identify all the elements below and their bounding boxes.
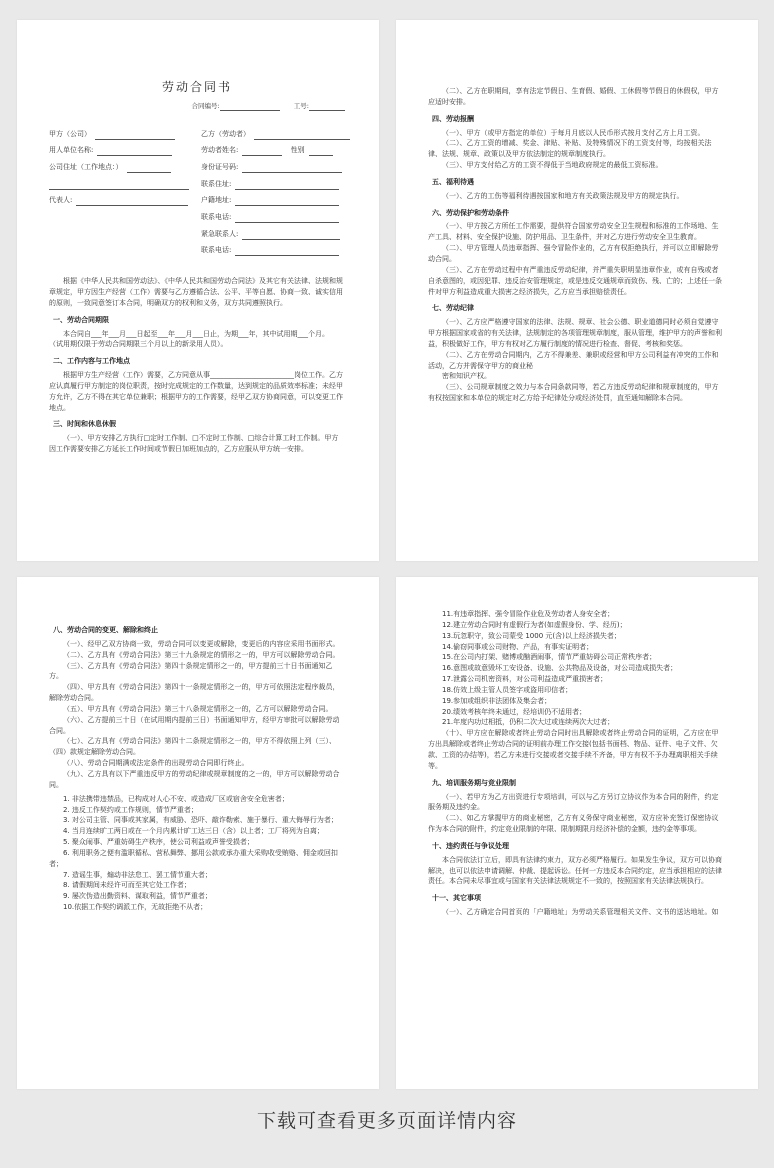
paragraph: （试用期仅限于劳动合同期限三个月以上的新录用人员）。 (49, 340, 228, 349)
paragraph: （二）、如乙方掌握甲方的商业秘密，乙方有义务保守商业秘密，双方应补充签订保密协议作为本合同的附件，约定竞业限制的年限、限制期限月经济补偿的金额，违约金等事项。 (428, 814, 719, 834)
list-item: 12.建立劳动合同时有虚假行为者(如虚假身份、学、经历)； (442, 620, 627, 629)
paragraph: 根据甲方生产经营（工作）需要，乙方同意从事________________________岗位工作。乙方应认真履行甲方制定的岗位职责，按时完成规定的工作数量，达到规定的品质效率标准；未经甲方允许，乙方不得在其它单位兼职；根据甲方的工作需要，经甲乙双方协商同意，可以变更工作地点。 (49, 371, 343, 412)
field-row: 代表人: (49, 195, 189, 212)
paragraph: （一）、乙方应严格遵守国家的法律、法规、规章、社会公德、职业道德同时必须自觉遵守甲方根据国家或省的有关法律，法规制定的各项管理规章制度，服从管理，维护甲方的声誉和利益，积极做好工作，甲方有权对乙方履行制度的情况进行检查、督促、考核和奖惩。 (428, 318, 722, 348)
list-item: 20.绩效考核年终未通过，经培训仍不适用者； (442, 707, 587, 716)
list-item: 1. 非法携带违禁品，已构成对人心不安、或造成厂区或宿舍安全危害者； (63, 794, 289, 803)
clause-item: （二）、乙方具有《劳动合同法》第三十九条规定的情形之一的，甲方可以解除劳动合同。 (63, 650, 340, 659)
section-heading: 三、时间和休息休假 (53, 420, 116, 429)
clause-item: （五）、甲方具有《劳动合同法》第三十八条规定情形之一的，乙方可以解除劳动合同。 (63, 704, 333, 713)
paragraph: （一）、乙方的工伤等福利待遇按国家和地方有关政策法规及甲方的规定执行。 (442, 191, 684, 200)
list-item: 6. 利用职务之便有滥职循私、营私舞弊、挪用公款或承办重大采购收受贿赂、佣金或回扣者； (49, 848, 338, 868)
field-row: 联系电话: (201, 245, 350, 262)
field-row: 联系电话: (201, 212, 350, 229)
list-item: 14.偷窃同事或公司财物、产品，有事实证明者； (442, 642, 594, 651)
list-item: 9. 屡次伪造出勤资料、谋取利益，情节严重者； (63, 892, 212, 901)
download-more-caption[interactable]: 下载可查看更多页面详情内容 (256, 1110, 517, 1132)
clause-item: （六）、乙方提前三十日（在试用期内提前三日）书面通知甲方，经甲方审批可以解除劳动合同。 (49, 715, 340, 735)
list-item: 2. 违反工作契约或工作规则，情节严重者； (63, 805, 198, 814)
document-page-4 (396, 577, 758, 1089)
paragraph: （二）、甲方管理人员违章指挥、强令冒险作业的，乙方有权拒绝执行，并可以立即解除劳动合同。 (428, 244, 719, 263)
list-item: 8. 请假期间未经许可而至其它处工作者； (63, 881, 191, 890)
field-row: 用人单位名称: (49, 145, 189, 162)
party-fields (49, 129, 345, 263)
clause-item: （三）、乙方具有《劳动合同法》第四十条规定情形之一的，甲方提前三十日书面通知乙方。 (49, 661, 333, 681)
contract-number-line (49, 101, 345, 111)
field-row: 劳动者姓名: 性别 (201, 145, 350, 162)
section-heading: 六、劳动保护和劳动条件 (432, 208, 509, 217)
list-item: 5. 聚众闹事、严重妨碍生产秩序，使公司利益或声誉受损者； (63, 838, 254, 847)
paragraph: （三）、甲方支付给乙方的工资不得低于当地政府规定的最低工资标准。 (442, 161, 663, 170)
section-heading: 五、福利待遇 (432, 177, 474, 186)
paragraph: （一）、乙方确定合同首页的「户籍地址」为劳动关系管理相关文件、文书的送达地址。如 (442, 908, 719, 917)
party-b-fields (201, 129, 350, 263)
paragraph: （三）、公司规章制度之效力与本合同条款同等，若乙方违反劳动纪律和规章制度的，甲方有权按国家和本单位的规定对乙方给予纪律处分或经济处罚，直至通知解除本合同。 (428, 383, 719, 403)
field-row: 联系住址: (201, 179, 350, 196)
clause-item: （八）、劳动合同期满或法定条件的出现劳动合同即行终止。 (63, 759, 249, 768)
list-item: 15.在公司内打架、赌博或酗酒闹事，情节严重妨碍公司正常秩序者； (442, 653, 657, 662)
contract-no-label: 合同编号: (191, 101, 220, 110)
paragraph: （二）、乙方在劳动合同期内，乙方不得兼差、兼职或经营和甲方公司利益有冲突的工作和活动，乙方并需保守甲方的商业秘 (428, 350, 719, 370)
list-item: 16.意图或故意毁坏工安设备、设施、公共物品及设备，对公司造成损失者； (442, 664, 678, 673)
job-no-label: 工号: (293, 101, 309, 110)
paragraph: （三）、乙方在劳动过程中有严重违反劳动纪律，并严重失职明显违章作业，或有自残或者自杀意图的，或因犯罪、违反治安管理规定，或是违反交通规章而致伤、残、亡的；上述任一条件对甲方利益造成重大损害之经济损失，乙方应当承担赔偿责任。 (428, 265, 722, 296)
clause-item: （一）、经甲乙双方协商一致，劳动合同可以变更或解除，变更后的内容应采用书面形式。 (63, 639, 340, 648)
list-item: 19.参加或组织非法团体及集会者； (442, 696, 552, 705)
paragraph: 密和知识产权。 (442, 372, 491, 381)
section-heading: 四、劳动报酬 (432, 114, 474, 123)
section-heading: 九、培训服务期与竞业限制 (432, 778, 516, 787)
job-no-blank (309, 103, 345, 111)
list-item: 7. 造谣生事，煽动非法怠工、罢工情节重大者； (63, 870, 212, 879)
field-row: 身份证号码: (201, 162, 350, 179)
section-heading: 七、劳动纪律 (432, 304, 474, 313)
section-heading: 十、违约责任与争议处理 (432, 841, 509, 850)
field-row: 户籍地址: (201, 195, 350, 212)
paragraph: （一）、若甲方为乙方出资进行专项培训，可以与乙方另订立协议作为本合同的附件，约定服务期及违约金。 (428, 792, 719, 812)
clause-item: （四）、甲方具有《劳动合同法》第四十一条规定情形之一的，甲方可依照法定程序裁员，解除劳动合同。 (49, 683, 340, 703)
list-item: 3. 对公司主管、同事或其家属，有威胁、恐吓、敲诈勒索、施于暴行、重大侮辱行为者； (63, 816, 338, 825)
contract-no-blank (220, 103, 280, 111)
paragraph: 本合同自___年___月___日起至___年___月___日止，为期___年，其中试用期___个月。 (63, 329, 329, 338)
paragraph: 本合同依法订立后，即具有法律约束力，双方必须严格履行。如果发生争议，双方可以协商解决，也可以依法申请调解、仲裁、提起诉讼。任何一方违反本合同约定，应当承担相应的法律责任。本合同未尽事宜或与国家有关法律法规规定不一致的，按照国家有关法律法规执行。 (428, 855, 722, 886)
section-heading: 一、劳动合同期限 (53, 315, 109, 324)
document-page-2 (396, 20, 758, 561)
clause-item: （九）、乙方具有以下严重违反甲方的劳动纪律或规章制度的之一的，甲方可以解除劳动合同。 (49, 769, 340, 789)
list-item: 18.仿效上级主管人员签字或盗用印信者； (442, 685, 573, 694)
paragraph: （一）、甲方（或甲方指定的单位）于每月月底以人民币形式按月支付乙方上月工资。 (442, 128, 705, 137)
field-row: 紧急联系人: (201, 229, 350, 246)
field-row: 公司住址（工作地点：） (49, 162, 189, 179)
list-item: 10.依据工作契约调派工作，无故拒绝不从者； (63, 903, 208, 912)
paragraph: （二）、乙方工资的增减、奖金、津贴、补贴、及特殊情况下的工资支付等，均按相关法律、法规、规章、政策以及甲方依法制定的规章制度执行。 (428, 139, 712, 159)
field-row (49, 179, 189, 196)
document-page-1 (17, 20, 379, 561)
list-item: 4. 当月连续旷工两日或在一个月内累计旷工达三日（含）以上者；工厂将列为自离； (63, 827, 324, 836)
section-heading: 二、工作内容与工作地点 (53, 357, 130, 366)
paragraph: （二）、乙方在职期间，享有法定节假日、生育假、婚假、工休假等节假日的休假权，甲方应适时安排。 (428, 87, 719, 106)
section-heading: 八、劳动合同的变更、解除和终止 (53, 626, 158, 634)
document-page-3 (17, 577, 379, 1089)
list-item: 11.有违章指挥、强令冒险作业危及劳动者人身安全者； (442, 610, 615, 618)
party-a-fields (49, 129, 189, 263)
section-heading: 十一、其它事项 (432, 894, 481, 903)
paragraph: （一）、甲方按乙方所任工作需要，提供符合国家劳动安全卫生规程和标准的工作场地、生产工具、材料、安全保护设施、防护用品、卫生条件，并对乙方进行劳动安全卫生教育。 (428, 222, 719, 242)
field-row: 甲方（公司） (49, 129, 189, 146)
intro-paragraph: 根据《中华人民共和国劳动法》、《中华人民共和国劳动合同法》及其它有关法律、法规和规章规定，甲方因生产经营（工作）需要与乙方遵循合法、公平、平等自愿、协商一致、诚实信用的原则，一致同意签订本合同，明确双方的权利和义务，双方共同遵照执行。 (49, 277, 343, 307)
page-title: 劳动合同书 (161, 80, 232, 94)
field-row: 乙方（劳动者） (201, 129, 350, 146)
paragraph: （一）、甲方安排乙方执行□定时工作制、□不定时工作制、□综合计算工时工作制。甲方因工作需要安排乙方延长工作时间或节假日加班加点的，乙方应服从甲方统一安排。 (49, 434, 339, 454)
list-item: 21.年度内功过相抵，仍积二次大过或连续两次大过者； (442, 718, 615, 727)
clause-item: （七）、乙方具有《劳动合同法》第四十二条规定情形之一的，甲方不得依照上列（三）、（四）款规定解除劳动合同。 (49, 737, 336, 757)
paragraph: （十）、甲方应在解除或者终止劳动合同时出具解除或者终止劳动合同的证明，乙方应在甲方出具解除或者终止劳动合同的证明前办理工作交接(包括书面档、物品、证件、电子文件、欠款、工资的办结等)，若乙方未进行交接或者交接手续不齐备，甲方有权不予办理离职相关手续等。 (428, 729, 719, 770)
list-item: 17.泄露公司机密资料，对公司利益造成严重损害者； (442, 675, 608, 684)
list-item: 13.玩忽职守，致公司蒙受 1000 元(含)以上经济损失者； (442, 631, 621, 640)
